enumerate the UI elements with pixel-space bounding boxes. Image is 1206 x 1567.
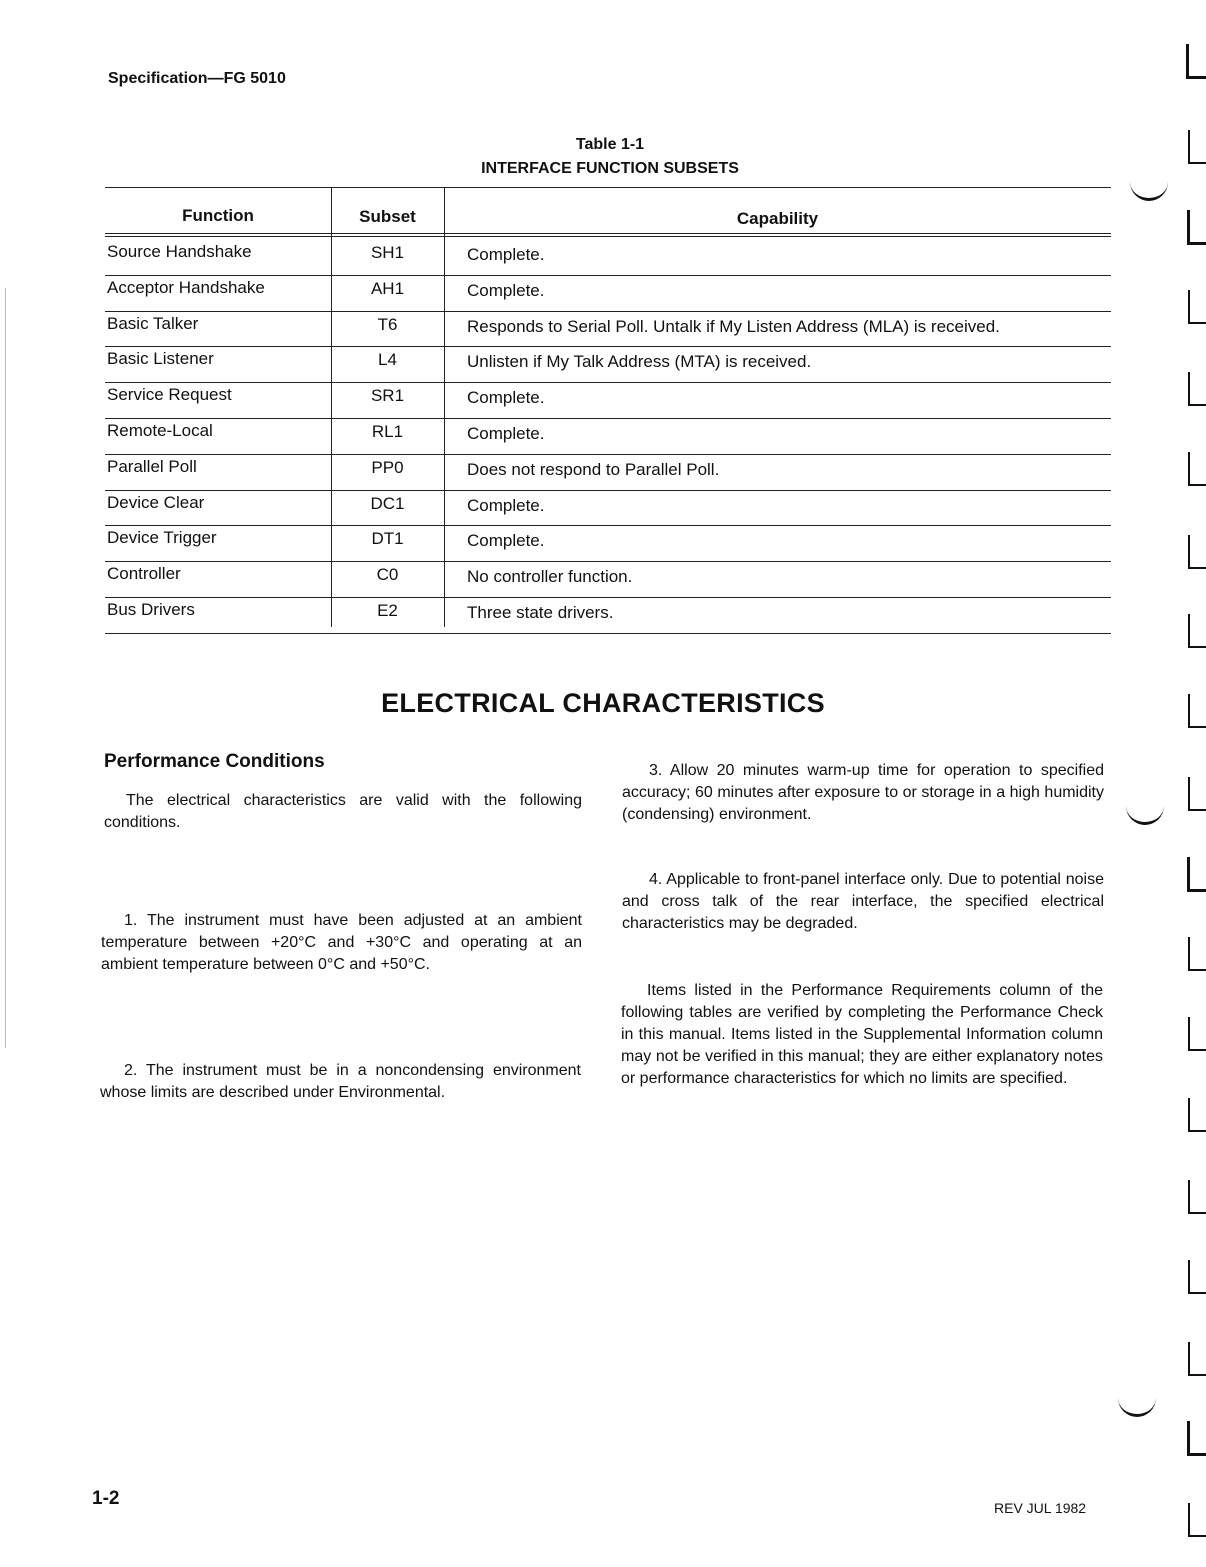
table-caption-number: Table 1-1 — [575, 136, 645, 153]
intro-paragraph: The electrical characteristics are valid with the following conditions. — [104, 792, 582, 831]
function-cell: Bus Drivers — [107, 600, 195, 619]
binder-hole-mark — [1187, 857, 1206, 892]
function-cell: Source Handshake — [107, 242, 252, 261]
table-row — [105, 491, 1111, 527]
binder-hole-mark — [1188, 535, 1206, 569]
function-cell: Controller — [107, 564, 181, 584]
binder-hole-mark — [1188, 694, 1206, 728]
subset-cell: DC1 — [370, 493, 405, 513]
capability-cell: Complete. — [467, 531, 545, 551]
subset-cell: SH1 — [370, 243, 405, 262]
capability-cell: Complete. — [467, 424, 545, 443]
function-cell: Basic Listener — [107, 349, 214, 369]
table-row — [105, 276, 1111, 312]
table-row — [105, 598, 1111, 634]
function-cell: Service Request — [107, 385, 232, 405]
subset-cell: RL1 — [371, 422, 404, 441]
table-header-rule-double — [105, 236, 1111, 237]
section-title: ELECTRICAL CHARACTERISTICS — [381, 688, 825, 718]
function-cell: Parallel Poll — [107, 456, 197, 476]
condition-item-4: 4. Applicable to front-panel interface only. Due to potential noise and cross talk of the rear interface, the specified electrical characteristics may be degraded. — [622, 871, 1104, 932]
binder-hole-mark — [1188, 1342, 1206, 1376]
binder-hole-mark — [1187, 1421, 1206, 1456]
function-cell: Device Trigger — [107, 528, 217, 548]
capability-cell: Complete. — [467, 495, 545, 515]
column-header-capability: Capability — [736, 209, 819, 228]
capability-cell: Complete. — [467, 245, 545, 264]
binder-hole-mark — [1188, 1260, 1206, 1294]
function-cell: Device Clear — [107, 492, 205, 512]
subset-cell: PP0 — [371, 457, 404, 477]
condition-item-1: 1. The instrument must have been adjusted at an ambient temperature between +20°C and +30°C and operating at an ambient temperature between 0°C and +50°C. — [101, 912, 582, 973]
binder-hole-mark — [1188, 614, 1206, 648]
binder-ring-mark — [1126, 800, 1164, 825]
capability-cell: Three state drivers. — [467, 603, 614, 622]
table-row — [105, 240, 1111, 276]
binder-hole-mark — [1188, 1180, 1206, 1214]
capability-cell: Responds to Serial Poll. Untalk if My Listen Address (MLA) is received. — [467, 316, 1000, 336]
binder-ring-mark — [1118, 1392, 1156, 1417]
binder-hole-mark — [1188, 372, 1206, 406]
binder-hole-mark — [1188, 452, 1206, 486]
table-row — [105, 383, 1111, 419]
function-cell: Remote-Local — [107, 421, 213, 440]
subset-cell: DT1 — [371, 529, 404, 549]
subset-cell: SR1 — [370, 386, 405, 406]
row-rule — [105, 633, 1111, 634]
capability-cell: Complete. — [467, 280, 545, 300]
binder-hole-mark — [1187, 210, 1206, 245]
column-header-subset: Subset — [359, 207, 416, 226]
subset-cell: T6 — [377, 314, 398, 334]
binder-hole-mark — [1188, 1017, 1206, 1051]
capability-cell: Complete. — [467, 388, 545, 408]
binder-ring-mark — [1130, 176, 1168, 201]
binder-hole-mark — [1188, 130, 1206, 164]
condition-item-2: 2. The instrument must be in a noncondensing environment whose limits are described under Environmental. — [100, 1062, 581, 1101]
binder-hole-mark — [1188, 1098, 1206, 1132]
subset-cell: L4 — [378, 350, 397, 370]
capability-cell: Does not respond to Parallel Poll. — [467, 459, 720, 479]
table-top-rule — [105, 187, 1111, 188]
table-row — [105, 312, 1111, 348]
function-cell: Acceptor Handshake — [107, 277, 265, 297]
closing-paragraph: Items listed in the Performance Requirements column of the following tables are verified by completing the Performance Check in this manual. Items listed in the Supplemental Information column may not be verified in this manual; they are either explanatory notes or performance characteristics for which no limits are specified. — [621, 982, 1103, 1087]
binder-hole-mark — [1188, 290, 1206, 324]
revision-date: REV JUL 1982 — [994, 1500, 1087, 1516]
binder-hole-mark — [1188, 937, 1206, 971]
binder-hole-mark — [1186, 44, 1206, 79]
subset-cell: AH1 — [370, 278, 405, 298]
function-cell: Basic Talker — [107, 313, 199, 333]
subset-cell: C0 — [376, 565, 399, 585]
table-row — [105, 526, 1111, 562]
table-header-rule — [105, 233, 1111, 234]
table-row — [105, 419, 1111, 455]
binder-hole-mark — [1188, 1503, 1206, 1537]
scan-edge-line — [5, 288, 6, 1048]
page-number: 1-2 — [92, 1488, 120, 1509]
binder-hole-mark — [1188, 777, 1206, 811]
capability-cell: No controller function. — [467, 567, 633, 587]
table-row — [105, 347, 1111, 383]
table-caption-title: INTERFACE FUNCTION SUBSETS — [481, 160, 739, 177]
column-header-function: Function — [182, 206, 254, 225]
performance-conditions-heading: Performance Conditions — [104, 751, 325, 772]
table-row — [105, 562, 1111, 598]
condition-item-3: 3. Allow 20 minutes warm-up time for operation to specified accuracy; 60 minutes after exposure to or storage in a high humidity (condensing) environment. — [622, 762, 1104, 823]
capability-cell: Unlisten if My Talk Address (MTA) is received. — [467, 352, 812, 372]
page-header-title: Specification—FG 5010 — [108, 70, 286, 87]
table-row — [105, 455, 1111, 491]
subset-cell: E2 — [377, 601, 398, 620]
